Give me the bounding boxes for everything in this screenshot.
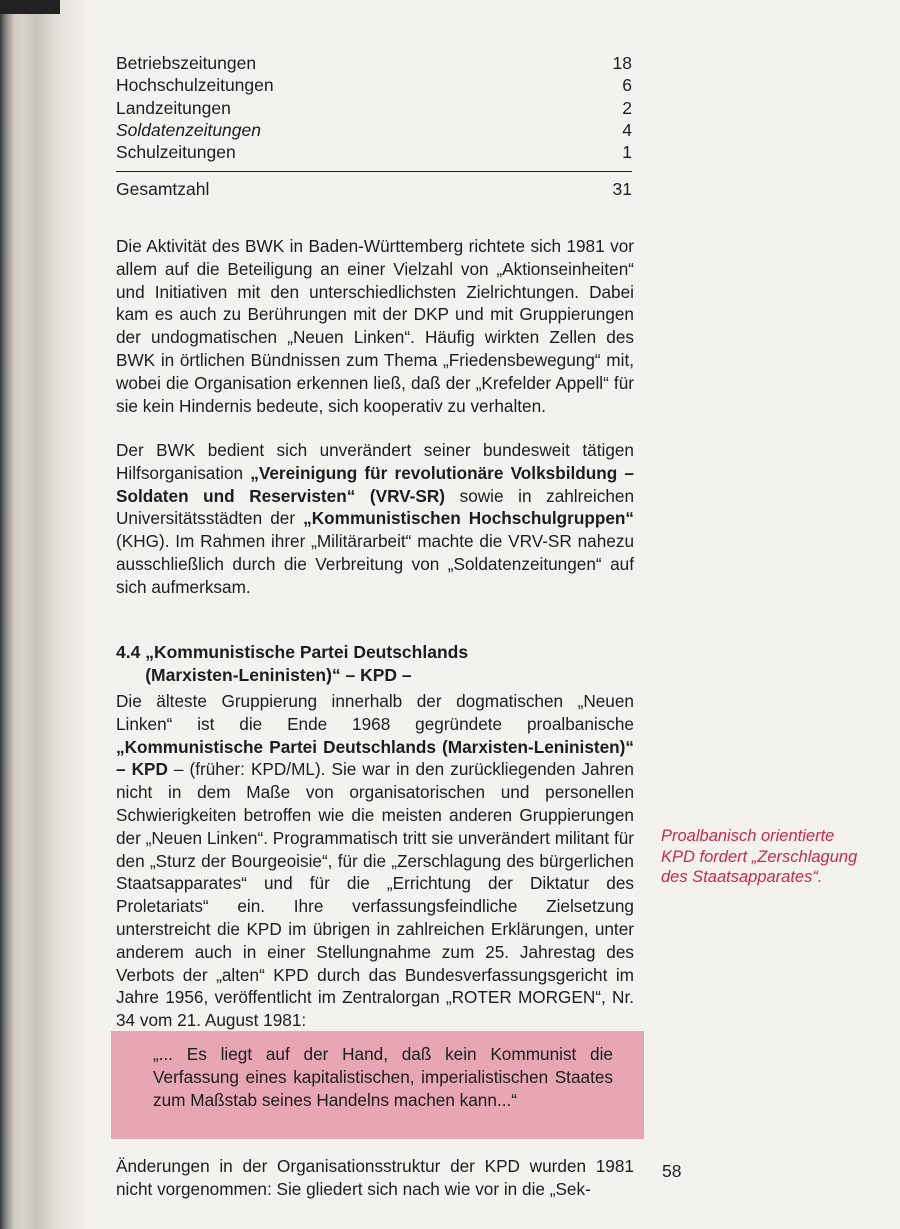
stat-label: Schulzeitungen <box>116 142 236 163</box>
total-divider <box>116 171 632 172</box>
stat-label: Soldatenzeitungen <box>116 119 261 140</box>
spine-mark <box>0 0 60 14</box>
stat-value: 2 <box>622 97 632 118</box>
stat-row <box>116 52 636 74</box>
stat-total-row <box>116 178 636 200</box>
text-run: Die älteste Gruppierung innerhalb der dogmatischen „Neuen Linken“ ist die Ende 1968 gegründete proalbanische <box>116 691 634 734</box>
stat-label: Betriebszeitungen <box>116 53 257 73</box>
newspaper-stats-table <box>116 52 636 201</box>
quote-text: „... Es liegt auf der Hand, daß kein Kommunist die Verfassung eines kapitalistischen, imperialistischen Staates zum Maßstab seines Handelns machen kann...“ <box>153 1044 613 1110</box>
section-heading <box>116 641 636 687</box>
stat-value: 18 <box>612 53 632 73</box>
stat-value: 1 <box>622 142 632 163</box>
bold-org-vrv-sr: „Vereinigung für revolutionäre Volksbildung – Soldaten und Reservisten“ (VRV-SR) <box>116 462 634 506</box>
text-run: Der BWK bedient sich unverändert seiner bundesweit tätigen Hilfsorganisation <box>116 440 634 483</box>
section-number: 4.4 <box>116 642 141 662</box>
paragraph-kpd-description <box>116 690 634 1032</box>
paragraph-bwk-organisations <box>116 439 634 599</box>
margin-note: Proalbanisch orientierte KPD fordert „Zerschlagung des Staatsapparates“. <box>661 827 858 886</box>
total-value: 31 <box>612 179 632 200</box>
quote-box <box>111 1031 644 1139</box>
bold-org-khg: „Kommunistischen Hochschulgruppen“ <box>303 508 634 529</box>
text-run: – (früher: KPD/ML). Sie war in den zurückliegenden Jahren nicht in dem Maße von organisatorischen und personellen Schwierigkeiten betroffen wie die meisten anderen Gruppierungen der „Neuen Linken“. Programmatisch tritt sie unverändert militant für den „Sturz der Bourgeoisie“, für die „Zerschlagung des bürgerlichen Staatsapparates“ und für die „Errichtung der Diktatur des Proletariats“ ein. Ihre verfassungsfeindliche Zielsetzung unterstreicht die KPD im übrigen in zahlreichen Erklärungen, unter anderem auch in einer Stellungnahme zum 25. Jahrestag des Verbots der „alten“ KPD durch das Bundesverfassungsgericht im Jahre 1956, veröffentlicht im Zentralorgan „ROTER MORGEN“, Nr. 34 vom 21. August 1981: <box>116 759 634 1031</box>
stat-label: Hochschulzeitungen <box>116 75 274 96</box>
section-title: „Kommunistische Partei Deutschlands (Marxisten-Leninisten)“ – KPD – <box>145 642 469 685</box>
bold-org-kpd: „Kommunistische Partei Deutschlands (Marxisten-Leninisten)“ – KPD <box>116 736 634 780</box>
page-number: 58 <box>662 1161 682 1181</box>
stat-value: 6 <box>622 75 632 96</box>
paragraph-kpd-structure: Änderungen in der Organisationsstruktur der KPD wurden 1981 nicht vorgenommen: Sie gliedert sich nach wie vor in die „Sek- <box>116 1156 634 1199</box>
stat-row <box>116 141 636 163</box>
total-label: Gesamtzahl <box>116 179 210 200</box>
text-run: sowie in zahlreichen Universitätsstädten der <box>116 485 634 529</box>
text-run: (KHG). Im Rahmen ihrer „Militärarbeit“ machte die VRV-SR nahezu ausschließlich durch die Verbreitung von „Soldatenzeitungen“ auf sich aufmerksam. <box>116 531 634 597</box>
stat-label: Landzeitungen <box>116 97 231 118</box>
book-spine-shadow <box>0 0 92 1229</box>
stat-row <box>116 119 636 141</box>
paragraph-bwk-activity: Die Aktivität des BWK in Baden-Württemberg richtete sich 1981 vor allem auf die Beteiligung an einer Vielzahl von „Aktionseinheiten“ und Initiativen mit den unterschiedlichsten Zielrichtungen. Dabei kam es auch zu Berührungen mit der DKP und mit Gruppierungen der undogmatischen „Neuen Linken“. Häufig wirkten Zellen des BWK in örtlichen Bündnissen zum Thema „Friedensbewegung“ mit, wobei die Organisation erkennen ließ, daß der „Krefelder Appell“ für sie kein Hindernis bedeute, sich kooperativ zu verhalten. <box>116 236 634 416</box>
stat-row <box>116 74 636 96</box>
stat-row <box>116 97 636 119</box>
stat-value: 4 <box>622 119 632 140</box>
